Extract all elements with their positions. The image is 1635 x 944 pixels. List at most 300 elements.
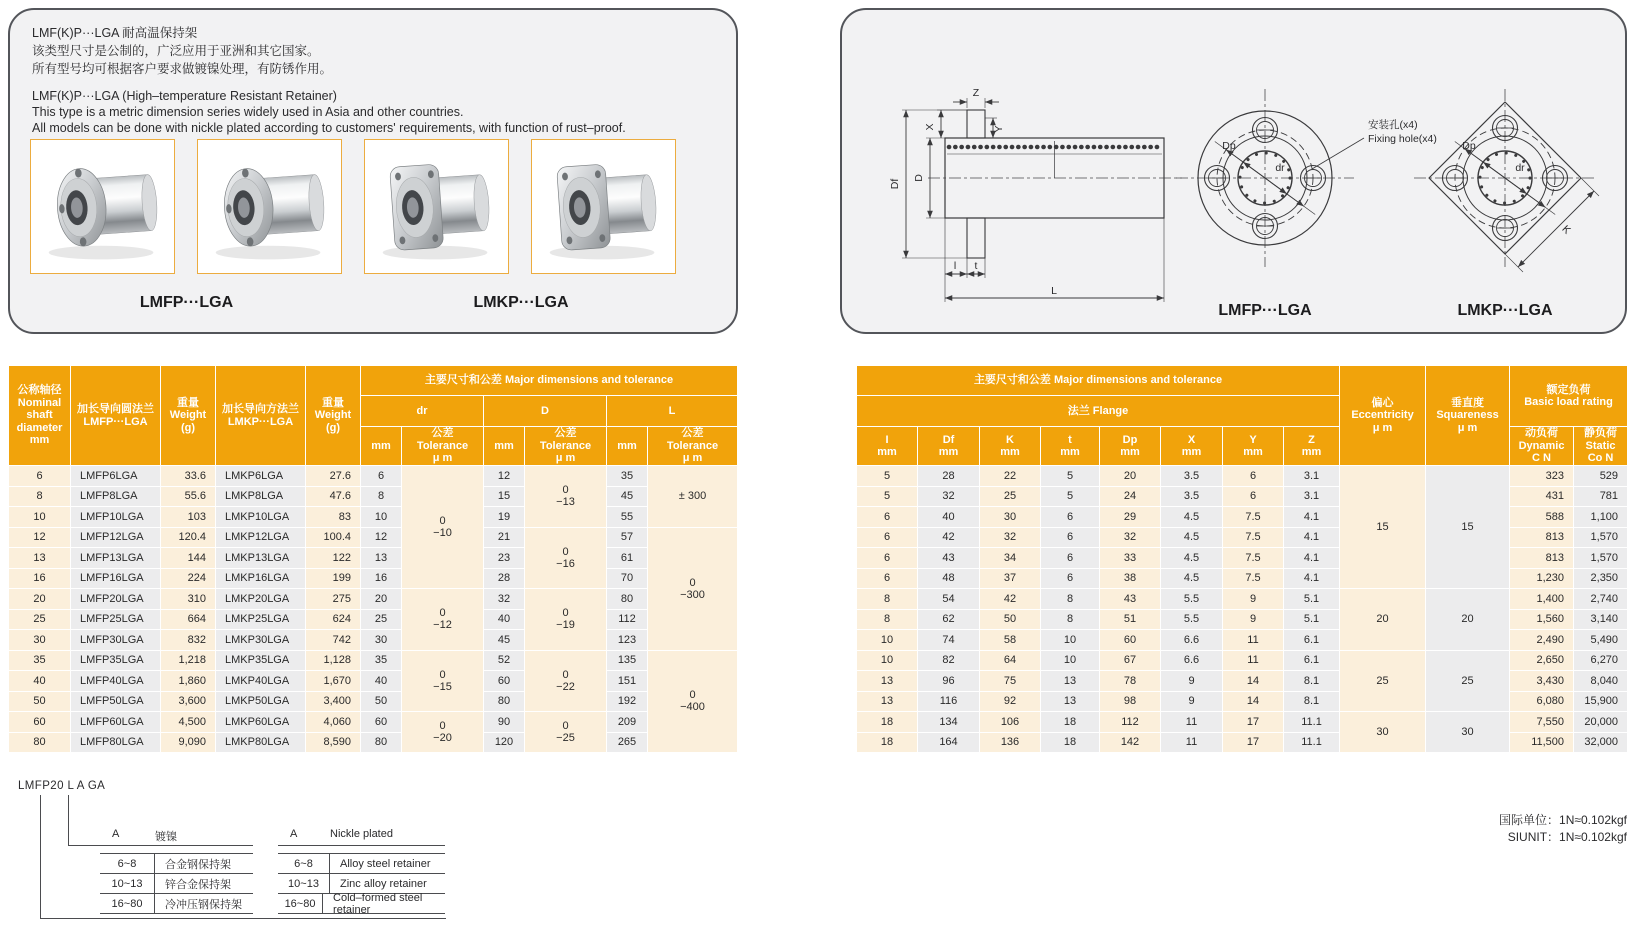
cell-D-mm: 52 bbox=[484, 650, 525, 671]
cell-Dp: 98 bbox=[1100, 691, 1161, 712]
fixing-hole-label-en: Fixing hole(x4) bbox=[1368, 133, 1437, 145]
cell-I: 13 bbox=[857, 671, 918, 692]
technical-drawing bbox=[842, 10, 1625, 332]
table-row bbox=[857, 589, 1628, 610]
header-tolerance-dr: 公差 Tolerance μ m bbox=[402, 427, 484, 466]
table-row bbox=[857, 486, 1628, 507]
cell-dr-mm: 35 bbox=[361, 650, 402, 671]
legend-code: 6~8 bbox=[278, 854, 330, 873]
cell-Df: 82 bbox=[918, 650, 980, 671]
legend-top-row bbox=[278, 828, 445, 846]
cell-dr-mm: 25 bbox=[361, 609, 402, 630]
cell-Dp: 32 bbox=[1100, 527, 1161, 548]
cell-K: 30 bbox=[980, 507, 1041, 528]
cell-D-mm: 32 bbox=[484, 589, 525, 610]
legend-code: 16~80 bbox=[278, 894, 323, 913]
cell-eccentricity: 15 bbox=[1340, 466, 1426, 589]
cell-L-mm: 192 bbox=[607, 691, 648, 712]
table-row bbox=[9, 630, 738, 651]
cell-Df: 43 bbox=[918, 548, 980, 569]
cell-Dp: 142 bbox=[1100, 732, 1161, 753]
legend-row bbox=[278, 891, 445, 916]
cell-lmkp-weight: 1,128 bbox=[306, 650, 361, 671]
cell-D-mm: 28 bbox=[484, 568, 525, 589]
product-photo-round-2 bbox=[197, 139, 342, 274]
cell-static-load: 1,570 bbox=[1574, 548, 1628, 569]
cell-Y: 14 bbox=[1223, 691, 1284, 712]
table-row bbox=[9, 568, 738, 589]
cell-lmfp-model: LMFP6LGA bbox=[71, 466, 161, 487]
side-view-drawing bbox=[889, 87, 1182, 302]
cell-lmkp-weight: 27.6 bbox=[306, 466, 361, 487]
cell-Dp: 33 bbox=[1100, 548, 1161, 569]
cell-L-tolerance: ± 300 bbox=[648, 466, 738, 528]
fixing-hole-label-zh: 安装孔(x4) bbox=[1368, 119, 1418, 131]
cell-D-tolerance: 0 −13 bbox=[525, 466, 607, 528]
bearing-square-image bbox=[367, 143, 506, 270]
cell-static-load: 20,000 bbox=[1574, 712, 1628, 733]
cell-squareness: 30 bbox=[1426, 712, 1510, 753]
cell-lmkp-weight: 83 bbox=[306, 507, 361, 528]
cell-Z: 4.1 bbox=[1284, 527, 1340, 548]
cell-Df: 32 bbox=[918, 486, 980, 507]
table-row bbox=[857, 671, 1628, 692]
product-photos bbox=[30, 139, 676, 274]
cell-Z: 8.1 bbox=[1284, 671, 1340, 692]
cell-K: 22 bbox=[980, 466, 1041, 487]
round-flange-view bbox=[1176, 89, 1437, 319]
cell-lmfp-model: LMFP40LGA bbox=[71, 671, 161, 692]
cell-lmkp-model: LMKP12LGA bbox=[216, 527, 306, 548]
cell-Df: 96 bbox=[918, 671, 980, 692]
intro-text bbox=[32, 24, 626, 136]
cell-L-mm: 80 bbox=[607, 589, 648, 610]
cell-lmfp-model: LMFP25LGA bbox=[71, 609, 161, 630]
cell-I: 6 bbox=[857, 507, 918, 528]
cell-t: 8 bbox=[1041, 609, 1100, 630]
cell-X: 3.5 bbox=[1161, 486, 1223, 507]
cell-Y: 9 bbox=[1223, 609, 1284, 630]
drawing-label-lmfp: LMFP···LGA bbox=[1218, 302, 1312, 319]
cell-dynamic-load: 2,490 bbox=[1510, 630, 1574, 651]
legend-connector-line bbox=[68, 795, 69, 845]
cell-dr-mm: 12 bbox=[361, 527, 402, 548]
cell-dr-tolerance: 0 −15 bbox=[402, 650, 484, 712]
header-row bbox=[9, 366, 738, 396]
header-flange-col-Y: Y mm bbox=[1223, 427, 1284, 466]
si-unit-note-en: SIUNIT：1N≈0.102kgf bbox=[1507, 830, 1627, 844]
drawing-label-lmkp: LMKP···LGA bbox=[1457, 302, 1553, 319]
cell-nominal-diameter: 13 bbox=[9, 548, 71, 569]
cell-dynamic-load: 323 bbox=[1510, 466, 1574, 487]
intro-en-title: LMF(K)P···LGA (High–temperature Resistant Retainer) bbox=[32, 89, 337, 103]
cell-dr-mm: 16 bbox=[361, 568, 402, 589]
header-flange-col-Z: Z mm bbox=[1284, 427, 1340, 466]
cell-t: 6 bbox=[1041, 507, 1100, 528]
cell-nominal-diameter: 50 bbox=[9, 691, 71, 712]
cell-I: 5 bbox=[857, 466, 918, 487]
cell-lmfp-model: LMFP50LGA bbox=[71, 691, 161, 712]
cell-dr-mm: 6 bbox=[361, 466, 402, 487]
cell-X: 9 bbox=[1161, 691, 1223, 712]
cell-Dp: 29 bbox=[1100, 507, 1161, 528]
dim-label-dp: Dp bbox=[1222, 140, 1236, 152]
table-row bbox=[9, 548, 738, 569]
header-major-dimensions: 主要尺寸和公差 Major dimensions and tolerance bbox=[857, 366, 1340, 396]
cell-lmfp-model: LMFP30LGA bbox=[71, 630, 161, 651]
dim-label-k: K bbox=[1559, 223, 1573, 237]
cell-lmkp-model: LMKP35LGA bbox=[216, 650, 306, 671]
header-row bbox=[857, 366, 1628, 396]
header-static-load: 静负荷 Static Co N bbox=[1574, 427, 1628, 466]
cell-lmfp-model: LMFP80LGA bbox=[71, 732, 161, 753]
cell-Df: 164 bbox=[918, 732, 980, 753]
cell-nominal-diameter: 16 bbox=[9, 568, 71, 589]
legend-top-row bbox=[100, 828, 253, 846]
cell-Y: 11 bbox=[1223, 650, 1284, 671]
cell-Y: 6 bbox=[1223, 486, 1284, 507]
cell-K: 64 bbox=[980, 650, 1041, 671]
cell-L-mm: 265 bbox=[607, 732, 648, 753]
cell-lmkp-weight: 4,060 bbox=[306, 712, 361, 733]
table-row bbox=[9, 486, 738, 507]
cell-lmfp-weight: 310 bbox=[161, 589, 216, 610]
table-row bbox=[857, 732, 1628, 753]
header-eccentricity: 偏心 Eccentricity μ m bbox=[1340, 366, 1426, 466]
cell-lmkp-model: LMKP25LGA bbox=[216, 609, 306, 630]
cell-static-load: 2,740 bbox=[1574, 589, 1628, 610]
cell-X: 4.5 bbox=[1161, 568, 1223, 589]
cell-Z: 4.1 bbox=[1284, 548, 1340, 569]
table-header bbox=[9, 366, 738, 466]
cell-Z: 6.1 bbox=[1284, 630, 1340, 651]
legend-description: Cold–formed steel retainer bbox=[333, 891, 423, 916]
cell-D-mm: 80 bbox=[484, 691, 525, 712]
cell-Z: 4.1 bbox=[1284, 507, 1340, 528]
cell-lmkp-model: LMKP8LGA bbox=[216, 486, 306, 507]
dim-label-z: Z bbox=[972, 87, 980, 99]
header-major-dimensions: 主要尺寸和公差 Major dimensions and tolerance bbox=[361, 366, 738, 396]
cell-lmfp-weight: 3,600 bbox=[161, 691, 216, 712]
product-photo-round-1 bbox=[30, 139, 175, 274]
cell-Y: 17 bbox=[1223, 732, 1284, 753]
cell-I: 6 bbox=[857, 568, 918, 589]
cell-D-mm: 21 bbox=[484, 527, 525, 548]
cell-X: 3.5 bbox=[1161, 466, 1223, 487]
cell-lmfp-weight: 1,860 bbox=[161, 671, 216, 692]
cell-dynamic-load: 813 bbox=[1510, 527, 1574, 548]
cell-Y: 17 bbox=[1223, 712, 1284, 733]
cell-D-mm: 15 bbox=[484, 486, 525, 507]
cell-L-mm: 61 bbox=[607, 548, 648, 569]
cell-lmkp-weight: 742 bbox=[306, 630, 361, 651]
cell-X: 6.6 bbox=[1161, 630, 1223, 651]
cell-L-mm: 55 bbox=[607, 507, 648, 528]
dimensions-table-right bbox=[856, 365, 1628, 753]
legend-description: 镀镍 bbox=[155, 831, 177, 843]
si-unit-note bbox=[1330, 812, 1627, 846]
cell-dynamic-load: 431 bbox=[1510, 486, 1574, 507]
product-photo-square-1 bbox=[364, 139, 509, 274]
header-tolerance-D: 公差 Tolerance μ m bbox=[525, 427, 607, 466]
cell-eccentricity: 25 bbox=[1340, 650, 1426, 712]
cell-X: 4.5 bbox=[1161, 507, 1223, 528]
dim-label-x: X bbox=[924, 123, 936, 131]
cell-I: 18 bbox=[857, 712, 918, 733]
cell-dr-tolerance: 0 −20 bbox=[402, 712, 484, 753]
cell-lmfp-weight: 9,090 bbox=[161, 732, 216, 753]
cell-dr-mm: 60 bbox=[361, 712, 402, 733]
cell-X: 11 bbox=[1161, 712, 1223, 733]
cell-Dp: 78 bbox=[1100, 671, 1161, 692]
cell-X: 9 bbox=[1161, 671, 1223, 692]
table-row bbox=[9, 466, 738, 487]
cell-K: 25 bbox=[980, 486, 1041, 507]
cell-lmfp-weight: 103 bbox=[161, 507, 216, 528]
cell-Dp: 43 bbox=[1100, 589, 1161, 610]
cell-K: 92 bbox=[980, 691, 1041, 712]
cell-D-mm: 60 bbox=[484, 671, 525, 692]
cell-lmfp-model: LMFP10LGA bbox=[71, 507, 161, 528]
cell-X: 4.5 bbox=[1161, 527, 1223, 548]
cell-K: 37 bbox=[980, 568, 1041, 589]
cell-static-load: 6,270 bbox=[1574, 650, 1628, 671]
cell-dynamic-load: 6,080 bbox=[1510, 691, 1574, 712]
table-row bbox=[857, 568, 1628, 589]
cell-squareness: 20 bbox=[1426, 589, 1510, 651]
cell-I: 6 bbox=[857, 548, 918, 569]
header-flange: 法兰 Flange bbox=[857, 396, 1340, 427]
table-body bbox=[857, 466, 1628, 753]
cell-D-tolerance: 0 −25 bbox=[525, 712, 607, 753]
legend-code: 6~8 bbox=[100, 854, 155, 873]
cell-lmkp-weight: 624 bbox=[306, 609, 361, 630]
cell-Z: 6.1 bbox=[1284, 650, 1340, 671]
cell-Dp: 24 bbox=[1100, 486, 1161, 507]
cell-nominal-diameter: 8 bbox=[9, 486, 71, 507]
cell-D-mm: 19 bbox=[484, 507, 525, 528]
cell-X: 5.5 bbox=[1161, 609, 1223, 630]
cell-lmfp-model: LMFP20LGA bbox=[71, 589, 161, 610]
cell-Dp: 112 bbox=[1100, 712, 1161, 733]
cell-lmkp-model: LMKP20LGA bbox=[216, 589, 306, 610]
header-flange-col-I: I mm bbox=[857, 427, 918, 466]
legend-table-zh bbox=[100, 828, 253, 914]
intro-en-line2: This type is a metric dimension series widely used in Asia and other countries. bbox=[32, 105, 464, 119]
legend-code: A bbox=[112, 828, 120, 840]
cell-Z: 11.1 bbox=[1284, 732, 1340, 753]
cell-squareness: 15 bbox=[1426, 466, 1510, 589]
cell-I: 8 bbox=[857, 589, 918, 610]
header-flange-col-X: X mm bbox=[1161, 427, 1223, 466]
cell-D-mm: 12 bbox=[484, 466, 525, 487]
legend-row bbox=[100, 894, 253, 914]
cell-dr-mm: 13 bbox=[361, 548, 402, 569]
table-row bbox=[857, 630, 1628, 651]
cell-t: 10 bbox=[1041, 650, 1100, 671]
cell-t: 10 bbox=[1041, 630, 1100, 651]
cell-static-load: 2,350 bbox=[1574, 568, 1628, 589]
cell-dr-tolerance: 0 −12 bbox=[402, 589, 484, 651]
cell-t: 6 bbox=[1041, 568, 1100, 589]
cell-D-mm: 120 bbox=[484, 732, 525, 753]
cell-Y: 11 bbox=[1223, 630, 1284, 651]
cell-t: 18 bbox=[1041, 712, 1100, 733]
cell-nominal-diameter: 35 bbox=[9, 650, 71, 671]
cell-dynamic-load: 7,550 bbox=[1510, 712, 1574, 733]
product-label-lmfp: LMFP···LGA bbox=[139, 294, 234, 311]
cell-L-mm: 45 bbox=[607, 486, 648, 507]
bearing-square-image bbox=[534, 143, 673, 270]
header-weight-lmkp: 重量 Weight (g) bbox=[306, 366, 361, 466]
cell-D-mm: 45 bbox=[484, 630, 525, 651]
intro-zh-line3: 所有型号均可根据客户要求做镀镍处理，有防锈作用。 bbox=[32, 62, 333, 76]
intro-en-line3: All models can be done with nickle plated according to customers' requirements, with function of rust–proof. bbox=[32, 121, 626, 135]
header-nominal-shaft-diameter: 公称轴径 Nominal shaft diameter mm bbox=[9, 366, 71, 466]
table-body bbox=[9, 466, 738, 753]
cell-dr-mm: 30 bbox=[361, 630, 402, 651]
cell-D-tolerance: 0 −16 bbox=[525, 527, 607, 589]
cell-static-load: 1,570 bbox=[1574, 527, 1628, 548]
legend-description: Nickle plated bbox=[330, 828, 393, 840]
cell-Y: 9 bbox=[1223, 589, 1284, 610]
cell-lmfp-model: LMFP12LGA bbox=[71, 527, 161, 548]
cell-lmfp-weight: 55.6 bbox=[161, 486, 216, 507]
cell-Dp: 20 bbox=[1100, 466, 1161, 487]
cell-lmfp-weight: 4,500 bbox=[161, 712, 216, 733]
header-weight-lmfp: 重量 Weight (g) bbox=[161, 366, 216, 466]
cell-dr-mm: 20 bbox=[361, 589, 402, 610]
cell-lmkp-model: LMKP13LGA bbox=[216, 548, 306, 569]
cell-I: 10 bbox=[857, 630, 918, 651]
cell-lmfp-model: LMFP8LGA bbox=[71, 486, 161, 507]
cell-I: 8 bbox=[857, 609, 918, 630]
header-tolerance-L: 公差 Tolerance μ m bbox=[648, 427, 738, 466]
cell-K: 75 bbox=[980, 671, 1041, 692]
cell-L-tolerance: 0 −400 bbox=[648, 650, 738, 753]
cell-lmkp-weight: 275 bbox=[306, 589, 361, 610]
cell-Y: 7.5 bbox=[1223, 527, 1284, 548]
cell-L-mm: 35 bbox=[607, 466, 648, 487]
cell-D-mm: 40 bbox=[484, 609, 525, 630]
legend-code: A bbox=[290, 828, 298, 840]
cell-I: 10 bbox=[857, 650, 918, 671]
cell-Y: 7.5 bbox=[1223, 548, 1284, 569]
dim-label-t: t bbox=[974, 260, 978, 272]
cell-L-mm: 135 bbox=[607, 650, 648, 671]
table-header bbox=[857, 366, 1628, 466]
dim-label-d: D bbox=[913, 174, 925, 182]
header-squareness: 垂直度 Squareness μ m bbox=[1426, 366, 1510, 466]
bearing-round-image bbox=[200, 143, 339, 270]
cell-t: 5 bbox=[1041, 486, 1100, 507]
cell-static-load: 3,140 bbox=[1574, 609, 1628, 630]
cell-t: 6 bbox=[1041, 548, 1100, 569]
table-row bbox=[857, 507, 1628, 528]
cell-static-load: 781 bbox=[1574, 486, 1628, 507]
legend-code: 10~13 bbox=[100, 874, 155, 893]
cell-lmkp-weight: 122 bbox=[306, 548, 361, 569]
table-row bbox=[9, 691, 738, 712]
header-flange-col-K: K mm bbox=[980, 427, 1041, 466]
intro-zh-line2: 该类型尺寸是公制的，广泛应用于亚洲和其它国家。 bbox=[32, 44, 320, 58]
cell-lmfp-model: LMFP13LGA bbox=[71, 548, 161, 569]
cell-t: 5 bbox=[1041, 466, 1100, 487]
cell-D-mm: 23 bbox=[484, 548, 525, 569]
cell-L-mm: 123 bbox=[607, 630, 648, 651]
cell-dynamic-load: 588 bbox=[1510, 507, 1574, 528]
cell-Df: 40 bbox=[918, 507, 980, 528]
cell-lmfp-weight: 664 bbox=[161, 609, 216, 630]
legend-grid bbox=[100, 853, 253, 914]
cell-Dp: 38 bbox=[1100, 568, 1161, 589]
cell-Df: 28 bbox=[918, 466, 980, 487]
cell-X: 4.5 bbox=[1161, 548, 1223, 569]
cell-dr-mm: 50 bbox=[361, 691, 402, 712]
header-row bbox=[857, 427, 1628, 466]
square-flange-view bbox=[1414, 89, 1599, 319]
header-flange-col-Dp: Dp mm bbox=[1100, 427, 1161, 466]
cell-Df: 74 bbox=[918, 630, 980, 651]
cell-lmfp-model: LMFP35LGA bbox=[71, 650, 161, 671]
cell-nominal-diameter: 20 bbox=[9, 589, 71, 610]
header-lmfp-model: 加长导向圆法兰 LMFP···LGA bbox=[71, 366, 161, 466]
cell-lmfp-weight: 144 bbox=[161, 548, 216, 569]
cell-Z: 3.1 bbox=[1284, 466, 1340, 487]
header-L: L bbox=[607, 396, 738, 427]
cell-t: 8 bbox=[1041, 589, 1100, 610]
cell-lmkp-weight: 100.4 bbox=[306, 527, 361, 548]
cell-dr-mm: 10 bbox=[361, 507, 402, 528]
cell-Y: 14 bbox=[1223, 671, 1284, 692]
cell-lmkp-model: LMKP60LGA bbox=[216, 712, 306, 733]
cell-squareness: 25 bbox=[1426, 650, 1510, 712]
table-row bbox=[9, 712, 738, 733]
table-row bbox=[9, 589, 738, 610]
cell-K: 58 bbox=[980, 630, 1041, 651]
cell-dynamic-load: 11,500 bbox=[1510, 732, 1574, 753]
cell-nominal-diameter: 12 bbox=[9, 527, 71, 548]
dim-label-length: L bbox=[1051, 285, 1057, 297]
cell-L-tolerance: 0 −300 bbox=[648, 527, 738, 650]
legend-connector-line bbox=[40, 918, 446, 919]
cell-K: 42 bbox=[980, 589, 1041, 610]
cell-nominal-diameter: 80 bbox=[9, 732, 71, 753]
cell-K: 34 bbox=[980, 548, 1041, 569]
cell-I: 13 bbox=[857, 691, 918, 712]
bearing-round-image bbox=[33, 143, 172, 270]
cell-static-load: 529 bbox=[1574, 466, 1628, 487]
cell-Z: 8.1 bbox=[1284, 691, 1340, 712]
cell-lmfp-weight: 1,218 bbox=[161, 650, 216, 671]
cell-lmkp-model: LMKP10LGA bbox=[216, 507, 306, 528]
cell-lmfp-weight: 832 bbox=[161, 630, 216, 651]
cell-lmkp-weight: 47.6 bbox=[306, 486, 361, 507]
header-dr: dr bbox=[361, 396, 484, 427]
dim-label-dr2: dr bbox=[1515, 162, 1525, 174]
table-row bbox=[9, 507, 738, 528]
cell-dr-mm: 40 bbox=[361, 671, 402, 692]
table-row bbox=[9, 671, 738, 692]
cell-Df: 116 bbox=[918, 691, 980, 712]
cell-lmkp-model: LMKP80LGA bbox=[216, 732, 306, 753]
product-label-lmkp: LMKP···LGA bbox=[473, 294, 569, 311]
cell-lmfp-model: LMFP60LGA bbox=[71, 712, 161, 733]
cell-X: 5.5 bbox=[1161, 589, 1223, 610]
header-lmkp-model: 加长导向方法兰 LMKP···LGA bbox=[216, 366, 306, 466]
cell-Df: 62 bbox=[918, 609, 980, 630]
header-basic-load-rating: 额定负荷 Basic load rating bbox=[1510, 366, 1628, 427]
